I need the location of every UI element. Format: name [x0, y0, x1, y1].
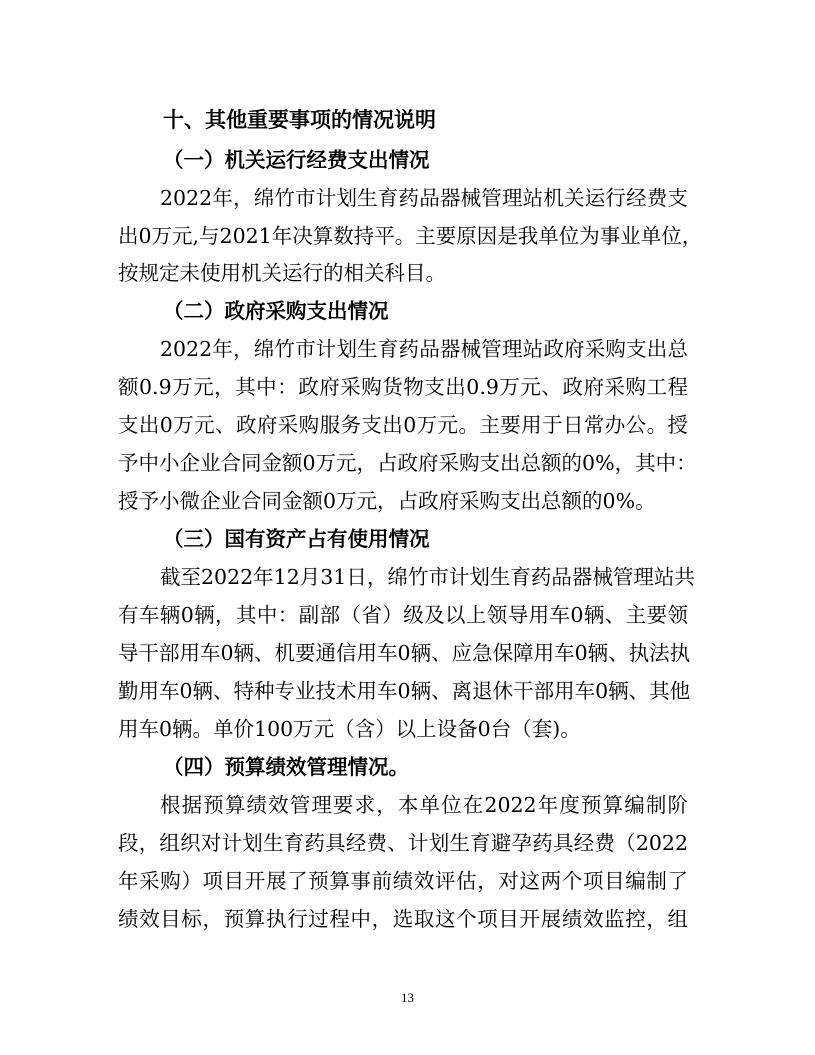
paragraph-line: 用车0辆。单价100万元（含）以上设备0台（套)。 [118, 717, 581, 741]
paragraph-line: 出0万元,与2021年决算数持平。主要原因是我单位为事业单位， [118, 224, 703, 248]
section-title: （三）国有资产占有使用情况 [163, 527, 430, 551]
section-title: （一）机关运行经费支出情况 [163, 148, 430, 172]
paragraph-line: 按规定未使用机关运行的相关科目。 [118, 261, 446, 285]
paragraph-line: 予中小企业合同金额0万元，占政府采购支出总额的0%，其中： [118, 451, 697, 475]
paragraph-line: 2022年，绵竹市计划生育药品器械管理站政府采购支出总 [160, 337, 688, 361]
paragraph-line: 支出0万元、政府采购服务支出0万元。主要用于日常办公。授 [118, 413, 688, 437]
section-title: （四）预算绩效管理情况。 [163, 755, 409, 779]
paragraph-line: 额0.9万元，其中：政府采购货物支出0.9万元、政府采购工程 [118, 375, 688, 399]
paragraph-line: 授予小微企业合同金额0万元，占政府采购支出总额的0%。 [118, 489, 656, 513]
paragraph-line: 根据预算绩效管理要求，本单位在2022年度预算编制阶 [160, 793, 688, 817]
paragraph-line: 导干部用车0辆、机要通信用车0辆、应急保障用车0辆、执法执 [118, 641, 691, 665]
paragraph-line: 段，组织对计划生育药具经费、计划生育避孕药具经费（2022 [118, 831, 688, 855]
paragraph-line: 有车辆0辆，其中：副部（省）级及以上领导用车0辆、主要领 [118, 603, 688, 627]
paragraph-line: 勤用车0辆、特种专业技术用车0辆、离退休干部用车0辆、其他 [118, 679, 691, 703]
section-title: （二）政府采购支出情况 [163, 299, 389, 323]
paragraph-line: 年采购）项目开展了预算事前绩效评估，对这两个项目编制了 [118, 869, 688, 893]
page-number: 13 [401, 990, 414, 1005]
paragraph-line: 截至2022年12月31日，绵竹市计划生育药品器械管理站共 [160, 565, 695, 589]
paragraph-line: 绩效目标，预算执行过程中，选取这个项目开展绩效监控，组 [118, 907, 688, 931]
paragraph-line: 2022年，绵竹市计划生育药品器械管理站机关运行经费支 [160, 186, 688, 210]
document-heading: 十、其他重要事项的情况说明 [163, 108, 436, 132]
